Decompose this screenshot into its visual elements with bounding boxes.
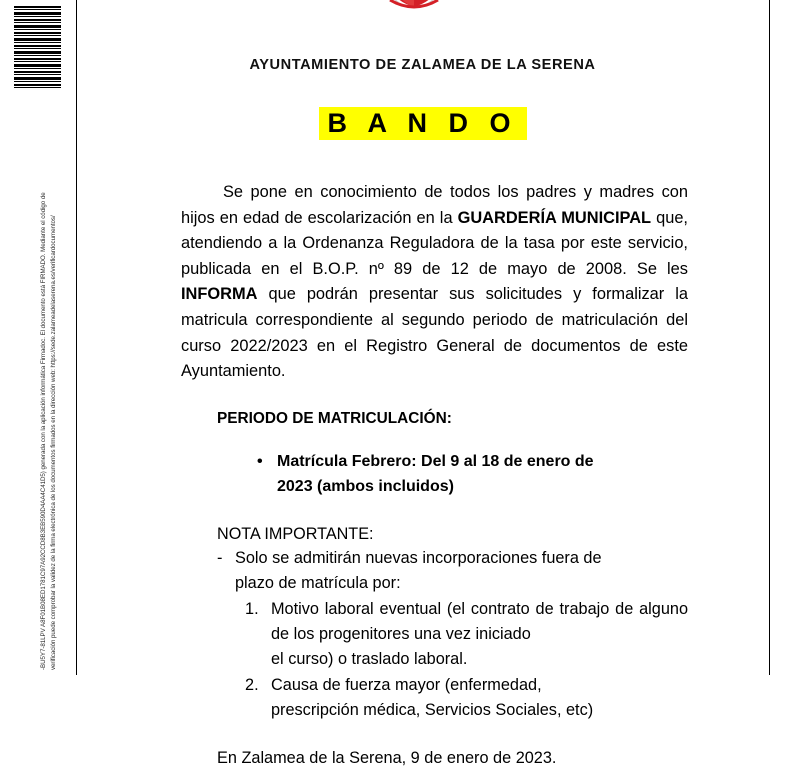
document-body [181,180,688,771]
reason-1-line-1: Motivo laboral eventual (el contrato de trabajo de alguno de los progenitores una vez iniciado [271,599,688,643]
digital-signature-text-line-2: verificación puede comprobar la validez de la firma electrónica de los documentos firmados en la dirección web: https://sede.zalameadelaserena.es/verificardocumentos/ [50,215,57,670]
content-column [76,0,769,767]
page-title: AYUNTAMIENTO DE ZALAMEA DE LA SERENA [249,57,596,73]
barcode-icon [14,6,61,90]
reason-2-line-2: prescripción médica, Servicios Sociales, etc) [271,701,594,720]
paragraph-intro-bold-1: GUARDERÍA MUNICIPAL [457,208,652,227]
important-note-heading: NOTA IMPORTANTE: [217,524,374,543]
document-type-heading: B A N D O [319,107,527,140]
reason-1-line-2: el curso) o traslado laboral. [271,650,468,669]
exception-reasons-list [181,597,688,724]
paragraph-intro [181,180,688,385]
closing-line: En Zalamea de la Serena, 9 de enero de 2023. [217,748,557,767]
enrollment-period-list [181,449,688,500]
enrollment-item-line-2: 2023 (ambos incluidos) [277,478,454,496]
important-note-list [181,546,688,597]
enrollment-period-heading: PERIODO DE MATRICULACIÓN: [217,409,452,427]
list-item [245,673,688,724]
paragraph-intro-bold-2: INFORMA [181,285,258,304]
list-item [277,449,688,500]
page-border-right [769,0,770,675]
digital-signature-text-line-1: -BU5Y7-81LPV A8F01B08ED1781C97A92CCD8B3EB590D4AA4C41D5) generada con la aplicación informática Firmadoc. El documento está FIRMADO. Mediante el código de [40,192,47,670]
coat-of-arms-icon [388,0,440,22]
enrollment-item-line-1: Matrícula Febrero: Del 9 al 18 de enero de [277,452,594,470]
paragraph-intro-text-3: que podrán presentar sus solicitudes y formalizar la matricula correspondiente al segundo periodo de matriculación del curso 2022/2023 en el Registro General de documentos de este Ayuntamiento. [181,285,688,381]
note-item-line-2: plazo de matrícula por: [235,574,401,593]
paragraph-intro-text-1: Se pone en conocimiento de todos los padres y madres con hijos en edad de escolarización en la [181,183,688,227]
note-item-line-1: Solo se admitirán nuevas incorporaciones fuera de [235,548,602,567]
paragraph-intro-text-2: que, atendiendo a la Ordenanza Reguladora de la tasa por este servicio, publicada en el B.O.P. nº 89 de 12 de mayo de 2008. Se les [181,208,688,278]
list-item [245,597,688,673]
list-item [217,546,688,597]
reason-2-line-1: Causa de fuerza mayor (enfermedad, [271,675,542,694]
document-type-wrapper [76,107,769,140]
